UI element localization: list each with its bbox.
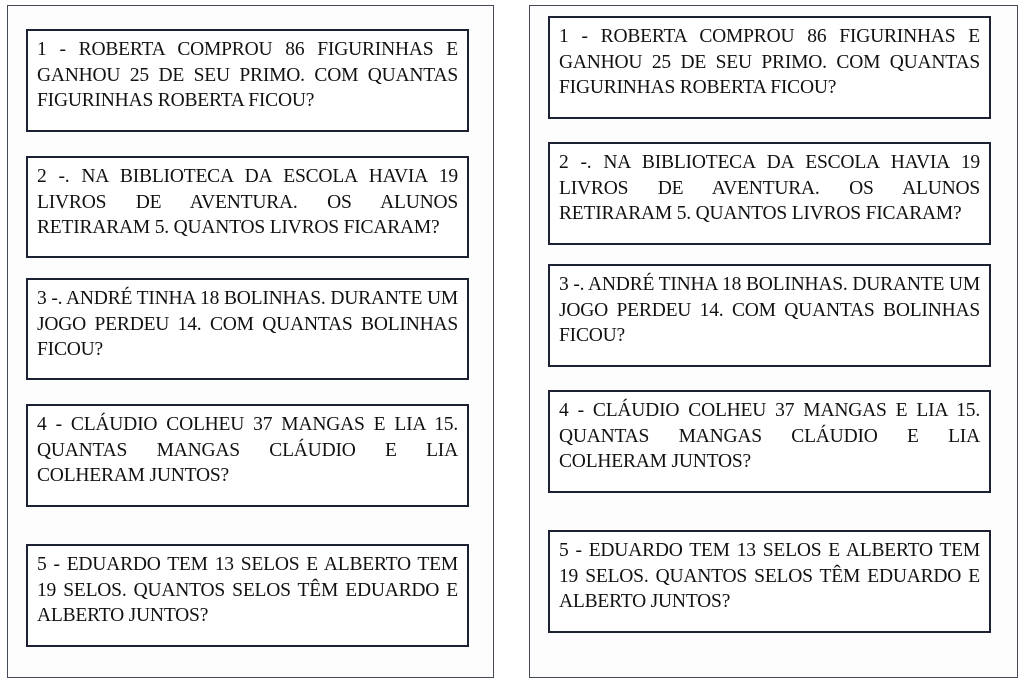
problem-text: 2 -. NA BIBLIOTECA DA ESCOLA HAVIA 19 LIVROS DE AVENTURA. OS ALUNOS RETIRARAM 5. QUANTOS LIVROS FICARAM?: [37, 166, 458, 238]
problem-card-1: [548, 16, 991, 119]
problem-card-5: [26, 544, 469, 647]
problem-card-3: [548, 264, 991, 367]
problem-text: 5 - EDUARDO TEM 13 SELOS E ALBERTO TEM 19 SELOS. QUANTOS SELOS TÊM EDUARDO E ALBERTO JUNTOS?: [559, 540, 980, 612]
problem-text: 3 -. ANDRÉ TINHA 18 BOLINHAS. DURANTE UM JOGO PERDEU 14. COM QUANTAS BOLINHAS FICOU?: [559, 274, 980, 346]
problem-text: 1 - ROBERTA COMPROU 86 FIGURINHAS E GANHOU 25 DE SEU PRIMO. COM QUANTAS FIGURINHAS ROBERTA FICOU?: [559, 26, 980, 98]
problem-card-3: [26, 278, 469, 380]
problem-card-2: [26, 156, 469, 258]
problem-card-1: [26, 29, 469, 132]
problem-card-2: [548, 142, 991, 245]
problem-text: 1 - ROBERTA COMPROU 86 FIGURINHAS E GANHOU 25 DE SEU PRIMO. COM QUANTAS FIGURINHAS ROBERTA FICOU?: [37, 39, 458, 111]
problem-text: 4 - CLÁUDIO COLHEU 37 MANGAS E LIA 15. QUANTAS MANGAS CLÁUDIO E LIA COLHERAM JUNTOS?: [559, 400, 980, 472]
problem-text: 4 - CLÁUDIO COLHEU 37 MANGAS E LIA 15. QUANTAS MANGAS CLÁUDIO E LIA COLHERAM JUNTOS?: [37, 414, 458, 486]
problem-card-4: [26, 404, 469, 507]
worksheet-left: [7, 5, 494, 678]
problem-text: 5 - EDUARDO TEM 13 SELOS E ALBERTO TEM 19 SELOS. QUANTOS SELOS TÊM EDUARDO E ALBERTO JUNTOS?: [37, 554, 458, 626]
problem-text: 2 -. NA BIBLIOTECA DA ESCOLA HAVIA 19 LIVROS DE AVENTURA. OS ALUNOS RETIRARAM 5. QUANTOS LIVROS FICARAM?: [559, 152, 980, 224]
worksheet-right: [529, 5, 1018, 678]
problem-text: 3 -. ANDRÉ TINHA 18 BOLINHAS. DURANTE UM JOGO PERDEU 14. COM QUANTAS BOLINHAS FICOU?: [37, 288, 458, 360]
problem-card-4: [548, 390, 991, 493]
problem-card-5: [548, 530, 991, 633]
